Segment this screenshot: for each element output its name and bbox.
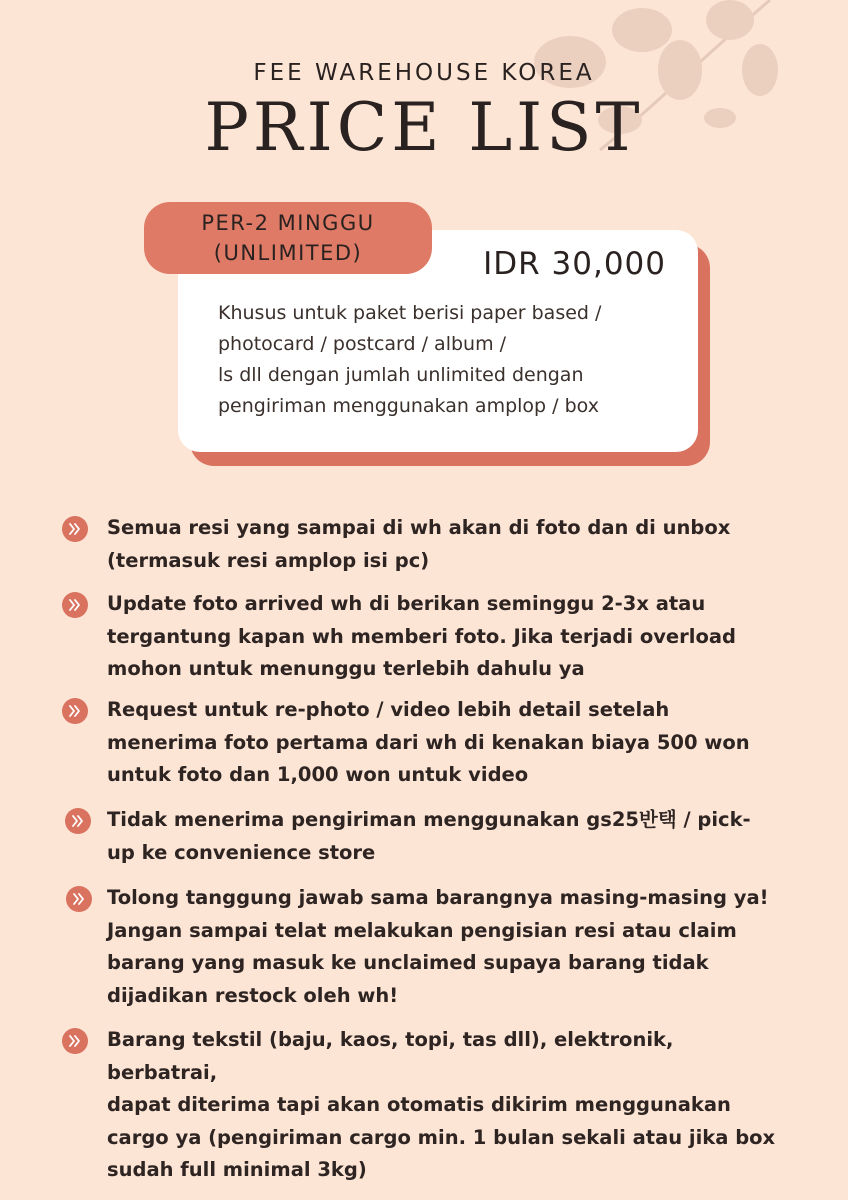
tag-line-2: (UNLIMITED) <box>213 241 363 265</box>
chevron-right-icon <box>62 1028 88 1054</box>
brand-name: FEE WAREHOUSE KOREA <box>253 60 595 86</box>
page-title: PRICE LIST <box>204 89 644 166</box>
chevron-right-icon <box>62 516 88 542</box>
rule-text: Update foto arrived wh di berikan seminggu 2-3x atau tergantung kapan wh memberi foto. Jika terjadi overload mohon untuk menunggu terlebih dahulu ya <box>107 592 736 680</box>
package-description: Khusus untuk paket berisi paper based / photocard / postcard / album / ls dll dengan jumlah unlimited dengan pengiriman menggunakan amplop / box <box>218 302 602 417</box>
rule-text: Request untuk re-photo / video lebih detail setelah menerima foto pertama dari wh di kenakan biaya 500 won untuk foto dan 1,000 won untuk video <box>107 698 750 786</box>
rule-text: Tolong tanggung jawab sama barangnya masing-masing ya! Jangan sampai telat melakukan pengisian resi atau claim barang yang masuk ke unclaimed supaya barang tidak dijadikan restock oleh wh! <box>107 886 769 1007</box>
rule-text: Semua resi yang sampai di wh akan di foto dan di unbox (termasuk resi amplop isi pc) <box>107 516 731 572</box>
chevron-right-icon <box>65 808 91 834</box>
price-value: IDR 30,000 <box>483 246 666 282</box>
rule-text: Tidak menerima pengiriman menggunakan gs25반택 / pick- up ke convenience store <box>107 808 751 864</box>
tag-line-1: PER-2 MINGGU <box>201 211 375 235</box>
chevron-right-icon <box>66 886 92 912</box>
chevron-right-icon <box>62 698 88 724</box>
rule-text: Barang tekstil (baju, kaos, topi, tas dll), elektronik, berbatrai, dapat diterima tapi akan otomatis dikirim menggunakan cargo ya (pengiriman cargo min. 1 bulan sekali atau jika box sudah full minimal 3kg) <box>107 1028 776 1181</box>
chevron-right-icon <box>62 592 88 618</box>
